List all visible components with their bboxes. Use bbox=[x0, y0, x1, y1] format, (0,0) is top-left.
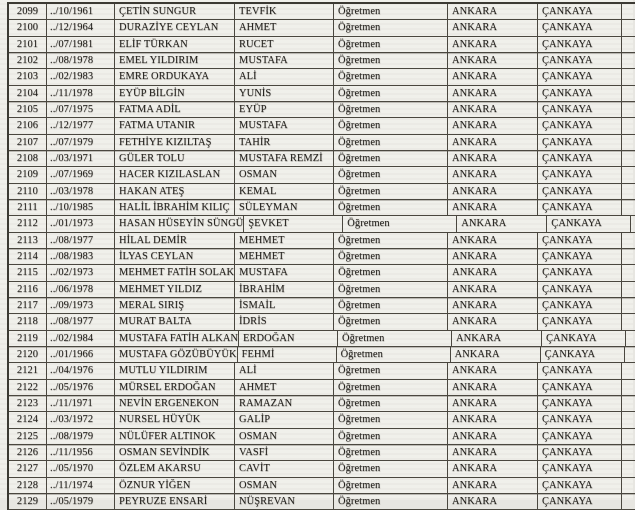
cell-district: ÇANKAYA bbox=[538, 363, 622, 378]
cell-extra bbox=[622, 135, 635, 150]
cell-occupation: Öğretmen bbox=[334, 445, 448, 460]
cell-row-number: 2120 bbox=[9, 347, 47, 362]
cell-occupation: Öğretmen bbox=[334, 249, 448, 264]
cell-birth-date: ../01/1973 bbox=[47, 216, 115, 231]
cell-full-name: HİLAL DEMİR bbox=[115, 233, 235, 248]
cell-extra bbox=[622, 86, 635, 101]
cell-occupation: Öğretmen bbox=[334, 461, 448, 476]
cell-province: ANKARA bbox=[448, 282, 538, 297]
cell-province: ANKARA bbox=[448, 478, 538, 493]
cell-province: ANKARA bbox=[448, 396, 538, 411]
cell-full-name: FATMA ADİL bbox=[115, 102, 235, 117]
cell-extra bbox=[622, 412, 635, 427]
cell-row-number: 2124 bbox=[9, 412, 47, 427]
cell-district: ÇANKAYA bbox=[538, 151, 622, 166]
cell-row-number: 2104 bbox=[9, 86, 47, 101]
cell-father-name: KEMAL bbox=[235, 184, 334, 199]
cell-father-name: AHMET bbox=[235, 20, 334, 35]
cell-birth-date: ../11/1956 bbox=[47, 445, 115, 460]
cell-father-name: NÜŞREVAN bbox=[235, 494, 334, 509]
cell-extra bbox=[626, 331, 635, 346]
cell-district: ÇANKAYA bbox=[538, 53, 622, 68]
table-row bbox=[9, 461, 635, 477]
cell-birth-date: ../07/1969 bbox=[47, 167, 115, 182]
cell-province: ANKARA bbox=[451, 347, 541, 362]
cell-province: ANKARA bbox=[448, 151, 538, 166]
cell-district: ÇANKAYA bbox=[538, 380, 622, 395]
cell-province: ANKARA bbox=[448, 412, 538, 427]
cell-province: ANKARA bbox=[448, 380, 538, 395]
cell-full-name: MERAL SIRIŞ bbox=[115, 298, 235, 313]
cell-full-name: PEYRUZE ENSARİ bbox=[115, 494, 235, 509]
cell-full-name: MUSTAFA FATİH ALKAN bbox=[115, 331, 239, 346]
table-row bbox=[9, 412, 635, 428]
cell-district: ÇANKAYA bbox=[538, 37, 622, 52]
cell-extra bbox=[622, 167, 635, 182]
cell-full-name: EMRE ORDUKAYA bbox=[115, 69, 235, 84]
cell-row-number: 2122 bbox=[9, 380, 47, 395]
cell-district: ÇANKAYA bbox=[538, 184, 622, 199]
cell-father-name: TAHİR bbox=[235, 135, 334, 150]
cell-occupation: Öğretmen bbox=[334, 363, 448, 378]
cell-full-name: MÜRSEL ERDOĞAN bbox=[115, 380, 235, 395]
cell-district: ÇANKAYA bbox=[538, 478, 622, 493]
cell-extra bbox=[622, 314, 635, 329]
cell-occupation: Öğretmen bbox=[334, 233, 448, 248]
cell-extra bbox=[622, 429, 635, 444]
cell-father-name: EYÜP bbox=[235, 102, 334, 117]
cell-extra bbox=[622, 200, 635, 215]
cell-father-name: ERDOĞAN bbox=[239, 331, 338, 346]
cell-district: ÇANKAYA bbox=[542, 331, 626, 346]
cell-extra bbox=[622, 249, 635, 264]
cell-row-number: 2118 bbox=[9, 314, 47, 329]
cell-full-name: ELİF TÜRKAN bbox=[115, 37, 235, 52]
cell-birth-date: ../05/1970 bbox=[47, 461, 115, 476]
table-row bbox=[9, 347, 635, 363]
cell-birth-date: ../07/1979 bbox=[47, 135, 115, 150]
cell-extra bbox=[622, 494, 635, 509]
cell-occupation: Öğretmen bbox=[334, 396, 448, 411]
cell-occupation: Öğretmen bbox=[334, 429, 448, 444]
cell-province: ANKARA bbox=[448, 167, 538, 182]
cell-father-name: YUNİS bbox=[235, 86, 334, 101]
cell-father-name: OSMAN bbox=[235, 478, 334, 493]
cell-birth-date: ../12/1964 bbox=[47, 20, 115, 35]
cell-full-name: NEVİN ERGENEKON bbox=[115, 396, 235, 411]
cell-row-number: 2123 bbox=[9, 396, 47, 411]
cell-father-name: MEHMET bbox=[235, 233, 334, 248]
cell-province: ANKARA bbox=[457, 216, 547, 231]
cell-birth-date: ../03/1971 bbox=[47, 151, 115, 166]
cell-father-name: GALİP bbox=[235, 412, 334, 427]
cell-birth-date: ../08/1977 bbox=[47, 233, 115, 248]
cell-father-name: ALİ bbox=[235, 363, 334, 378]
cell-father-name: MUSTAFA bbox=[235, 53, 334, 68]
cell-birth-date: ../10/1961 bbox=[47, 4, 115, 19]
cell-occupation: Öğretmen bbox=[334, 135, 448, 150]
cell-province: ANKARA bbox=[452, 331, 542, 346]
cell-district: ÇANKAYA bbox=[538, 102, 622, 117]
cell-district: ÇANKAYA bbox=[538, 396, 622, 411]
cell-extra bbox=[622, 396, 635, 411]
cell-row-number: 2129 bbox=[9, 494, 47, 509]
cell-district: ÇANKAYA bbox=[538, 314, 622, 329]
cell-birth-date: ../11/1978 bbox=[47, 86, 115, 101]
cell-birth-date: ../11/1971 bbox=[47, 396, 115, 411]
table-row bbox=[9, 135, 635, 151]
table-row bbox=[9, 69, 635, 85]
cell-full-name: NURSEL HÜYÜK bbox=[115, 412, 235, 427]
table-row bbox=[9, 445, 635, 461]
cell-province: ANKARA bbox=[448, 461, 538, 476]
cell-province: ANKARA bbox=[448, 200, 538, 215]
cell-district: ÇANKAYA bbox=[538, 412, 622, 427]
table-row bbox=[9, 4, 635, 20]
cell-full-name: ÖZLEM AKARSU bbox=[115, 461, 235, 476]
table-row bbox=[9, 331, 635, 347]
cell-row-number: 2116 bbox=[9, 282, 47, 297]
table-row bbox=[9, 20, 635, 36]
cell-row-number: 2112 bbox=[9, 216, 47, 231]
cell-district: ÇANKAYA bbox=[541, 347, 625, 362]
cell-occupation: Öğretmen bbox=[334, 265, 448, 280]
cell-occupation: Öğretmen bbox=[343, 216, 457, 231]
cell-row-number: 2114 bbox=[9, 249, 47, 264]
cell-birth-date: ../04/1976 bbox=[47, 363, 115, 378]
cell-district: ÇANKAYA bbox=[538, 265, 622, 280]
cell-occupation: Öğretmen bbox=[334, 314, 448, 329]
cell-extra bbox=[622, 298, 635, 313]
table-row bbox=[9, 380, 635, 396]
cell-extra bbox=[622, 461, 635, 476]
cell-row-number: 2121 bbox=[9, 363, 47, 378]
cell-row-number: 2099 bbox=[9, 4, 47, 19]
cell-father-name: İBRAHİM bbox=[235, 282, 334, 297]
cell-father-name: CAVİT bbox=[235, 461, 334, 476]
cell-occupation: Öğretmen bbox=[334, 102, 448, 117]
cell-district: ÇANKAYA bbox=[538, 200, 622, 215]
cell-row-number: 2103 bbox=[9, 69, 47, 84]
cell-father-name: AHMET bbox=[235, 380, 334, 395]
table-row bbox=[9, 167, 635, 183]
cell-full-name: HACER KIZILASLAN bbox=[115, 167, 235, 182]
cell-occupation: Öğretmen bbox=[337, 347, 451, 362]
cell-province: ANKARA bbox=[448, 184, 538, 199]
cell-extra bbox=[622, 20, 635, 35]
cell-occupation: Öğretmen bbox=[334, 184, 448, 199]
cell-full-name: OSMAN SEVİNDİK bbox=[115, 445, 235, 460]
cell-row-number: 2106 bbox=[9, 118, 47, 133]
cell-birth-date: ../07/1975 bbox=[47, 102, 115, 117]
cell-full-name: NÜLÜFER ALTINOK bbox=[115, 429, 235, 444]
cell-full-name: FETHİYE KIZILTAŞ bbox=[115, 135, 235, 150]
cell-district: ÇANKAYA bbox=[538, 118, 622, 133]
cell-full-name: DURAZİYE CEYLAN bbox=[115, 20, 235, 35]
cell-birth-date: ../02/1973 bbox=[47, 265, 115, 280]
cell-extra bbox=[631, 216, 635, 231]
cell-full-name: MUTLU YILDIRIM bbox=[115, 363, 235, 378]
cell-row-number: 2115 bbox=[9, 265, 47, 280]
cell-father-name: TEVFİK bbox=[235, 4, 334, 19]
cell-row-number: 2102 bbox=[9, 53, 47, 68]
cell-full-name: MEHMET FATİH SOLAK bbox=[115, 265, 235, 280]
table-row bbox=[9, 200, 635, 216]
cell-extra bbox=[622, 118, 635, 133]
cell-birth-date: ../08/1978 bbox=[47, 53, 115, 68]
cell-province: ANKARA bbox=[448, 265, 538, 280]
cell-occupation: Öğretmen bbox=[334, 37, 448, 52]
cell-district: ÇANKAYA bbox=[538, 69, 622, 84]
table-row bbox=[9, 282, 635, 298]
cell-full-name: EMEL YILDIRIM bbox=[115, 53, 235, 68]
cell-district: ÇANKAYA bbox=[538, 249, 622, 264]
cell-father-name: VASFİ bbox=[235, 445, 334, 460]
cell-occupation: Öğretmen bbox=[334, 200, 448, 215]
cell-row-number: 2110 bbox=[9, 184, 47, 199]
table-row bbox=[9, 151, 635, 167]
cell-occupation: Öğretmen bbox=[334, 4, 448, 19]
cell-extra bbox=[622, 184, 635, 199]
table-row bbox=[9, 53, 635, 69]
cell-birth-date: ../10/1985 bbox=[47, 200, 115, 215]
cell-province: ANKARA bbox=[448, 53, 538, 68]
cell-birth-date: ../03/1978 bbox=[47, 184, 115, 199]
cell-full-name: FATMA UTANIR bbox=[115, 118, 235, 133]
cell-extra bbox=[622, 265, 635, 280]
cell-full-name: HALİL İBRAHİM KILIÇ bbox=[115, 200, 235, 215]
cell-occupation: Öğretmen bbox=[334, 167, 448, 182]
cell-occupation: Öğretmen bbox=[338, 331, 452, 346]
cell-birth-date: ../01/1966 bbox=[47, 347, 115, 362]
cell-occupation: Öğretmen bbox=[334, 20, 448, 35]
personnel-list-table bbox=[7, 2, 635, 510]
cell-province: ANKARA bbox=[448, 249, 538, 264]
cell-province: ANKARA bbox=[448, 135, 538, 150]
cell-father-name: MUSTAFA bbox=[235, 265, 334, 280]
cell-father-name: ALİ bbox=[235, 69, 334, 84]
cell-extra bbox=[622, 4, 635, 19]
cell-birth-date: ../07/1981 bbox=[47, 37, 115, 52]
cell-province: ANKARA bbox=[448, 86, 538, 101]
cell-district: ÇANKAYA bbox=[538, 233, 622, 248]
cell-district: ÇANKAYA bbox=[547, 216, 631, 231]
cell-district: ÇANKAYA bbox=[538, 135, 622, 150]
cell-full-name: İLYAS CEYLAN bbox=[115, 249, 235, 264]
cell-birth-date: ../03/1972 bbox=[47, 412, 115, 427]
cell-full-name: HAKAN ATEŞ bbox=[115, 184, 235, 199]
cell-province: ANKARA bbox=[448, 102, 538, 117]
table-row bbox=[9, 429, 635, 445]
cell-full-name: ÇETİN SUNGUR bbox=[115, 4, 235, 19]
cell-extra bbox=[622, 478, 635, 493]
table-row bbox=[9, 265, 635, 281]
cell-district: ÇANKAYA bbox=[538, 4, 622, 19]
cell-province: ANKARA bbox=[448, 37, 538, 52]
cell-full-name: MURAT BALTA bbox=[115, 314, 235, 329]
cell-occupation: Öğretmen bbox=[334, 151, 448, 166]
cell-birth-date: ../02/1983 bbox=[47, 69, 115, 84]
cell-birth-date: ../08/1977 bbox=[47, 314, 115, 329]
cell-row-number: 2107 bbox=[9, 135, 47, 150]
cell-occupation: Öğretmen bbox=[334, 412, 448, 427]
cell-extra bbox=[622, 363, 635, 378]
cell-province: ANKARA bbox=[448, 314, 538, 329]
table-row bbox=[9, 102, 635, 118]
table-row bbox=[9, 118, 635, 134]
cell-row-number: 2108 bbox=[9, 151, 47, 166]
cell-birth-date: ../09/1973 bbox=[47, 298, 115, 313]
cell-occupation: Öğretmen bbox=[334, 494, 448, 509]
cell-province: ANKARA bbox=[448, 363, 538, 378]
cell-father-name: İSMAİL bbox=[235, 298, 334, 313]
cell-row-number: 2119 bbox=[9, 331, 47, 346]
cell-occupation: Öğretmen bbox=[334, 69, 448, 84]
cell-province: ANKARA bbox=[448, 298, 538, 313]
table-row bbox=[9, 249, 635, 265]
cell-row-number: 2101 bbox=[9, 37, 47, 52]
cell-father-name: MUSTAFA bbox=[235, 118, 334, 133]
cell-birth-date: ../05/1976 bbox=[47, 380, 115, 395]
cell-extra bbox=[622, 37, 635, 52]
cell-district: ÇANKAYA bbox=[538, 20, 622, 35]
cell-father-name: SÜLEYMAN bbox=[235, 200, 334, 215]
cell-father-name: RUCET bbox=[235, 37, 334, 52]
cell-full-name: MUSTAFA GÖZÜBÜYÜK bbox=[115, 347, 238, 362]
cell-province: ANKARA bbox=[448, 69, 538, 84]
table-row bbox=[9, 86, 635, 102]
cell-occupation: Öğretmen bbox=[334, 282, 448, 297]
cell-row-number: 2125 bbox=[9, 429, 47, 444]
cell-district: ÇANKAYA bbox=[538, 494, 622, 509]
cell-row-number: 2113 bbox=[9, 233, 47, 248]
table-row bbox=[9, 37, 635, 53]
cell-row-number: 2100 bbox=[9, 20, 47, 35]
cell-father-name: OSMAN bbox=[235, 167, 334, 182]
cell-occupation: Öğretmen bbox=[334, 298, 448, 313]
cell-father-name: ŞEVKET bbox=[244, 216, 343, 231]
table-row bbox=[9, 363, 635, 379]
table-row bbox=[9, 478, 635, 494]
cell-father-name: MUSTAFA REMZİ bbox=[235, 151, 334, 166]
cell-extra bbox=[622, 233, 635, 248]
cell-birth-date: ../05/1979 bbox=[47, 494, 115, 509]
cell-birth-date: ../08/1983 bbox=[47, 249, 115, 264]
cell-father-name: RAMAZAN bbox=[235, 396, 334, 411]
table-row bbox=[9, 216, 635, 232]
table-row bbox=[9, 184, 635, 200]
cell-province: ANKARA bbox=[448, 233, 538, 248]
cell-father-name: İDRİS bbox=[235, 314, 334, 329]
cell-district: ÇANKAYA bbox=[538, 298, 622, 313]
cell-province: ANKARA bbox=[448, 494, 538, 509]
cell-birth-date: ../11/1974 bbox=[47, 478, 115, 493]
cell-occupation: Öğretmen bbox=[334, 478, 448, 493]
cell-full-name: GÜLER TOLU bbox=[115, 151, 235, 166]
cell-occupation: Öğretmen bbox=[334, 380, 448, 395]
cell-extra bbox=[622, 53, 635, 68]
cell-row-number: 2117 bbox=[9, 298, 47, 313]
cell-row-number: 2111 bbox=[9, 200, 47, 215]
cell-occupation: Öğretmen bbox=[334, 86, 448, 101]
cell-extra bbox=[622, 380, 635, 395]
cell-extra bbox=[622, 102, 635, 117]
cell-extra bbox=[625, 347, 635, 362]
cell-province: ANKARA bbox=[448, 20, 538, 35]
cell-row-number: 2105 bbox=[9, 102, 47, 117]
cell-father-name: MEHMET bbox=[235, 249, 334, 264]
cell-birth-date: ../12/1977 bbox=[47, 118, 115, 133]
cell-province: ANKARA bbox=[448, 118, 538, 133]
cell-province: ANKARA bbox=[448, 429, 538, 444]
table-row bbox=[9, 298, 635, 314]
cell-extra bbox=[622, 151, 635, 166]
table-row bbox=[9, 494, 635, 510]
cell-row-number: 2109 bbox=[9, 167, 47, 182]
cell-district: ÇANKAYA bbox=[538, 461, 622, 476]
cell-father-name: FEHMİ bbox=[238, 347, 337, 362]
cell-district: ÇANKAYA bbox=[538, 282, 622, 297]
table-row bbox=[9, 314, 635, 330]
cell-district: ÇANKAYA bbox=[538, 445, 622, 460]
cell-district: ÇANKAYA bbox=[538, 429, 622, 444]
cell-full-name: EYÜP BİLGİN bbox=[115, 86, 235, 101]
table-row bbox=[9, 233, 635, 249]
cell-birth-date: ../06/1978 bbox=[47, 282, 115, 297]
cell-district: ÇANKAYA bbox=[538, 86, 622, 101]
cell-extra bbox=[622, 282, 635, 297]
table-row bbox=[9, 396, 635, 412]
cell-occupation: Öğretmen bbox=[334, 118, 448, 133]
cell-birth-date: ../08/1979 bbox=[47, 429, 115, 444]
cell-extra bbox=[622, 445, 635, 460]
cell-full-name: MEHMET YILDIZ bbox=[115, 282, 235, 297]
cell-row-number: 2128 bbox=[9, 478, 47, 493]
cell-province: ANKARA bbox=[448, 445, 538, 460]
cell-occupation: Öğretmen bbox=[334, 53, 448, 68]
cell-province: ANKARA bbox=[448, 4, 538, 19]
cell-extra bbox=[622, 69, 635, 84]
cell-birth-date: ../02/1984 bbox=[47, 331, 115, 346]
cell-row-number: 2127 bbox=[9, 461, 47, 476]
cell-district: ÇANKAYA bbox=[538, 167, 622, 182]
cell-full-name: HASAN HÜSEYİN SÜNGÜ bbox=[115, 216, 244, 231]
cell-full-name: ÖZNUR YİĞEN bbox=[115, 478, 235, 493]
cell-row-number: 2126 bbox=[9, 445, 47, 460]
cell-father-name: OSMAN bbox=[235, 429, 334, 444]
